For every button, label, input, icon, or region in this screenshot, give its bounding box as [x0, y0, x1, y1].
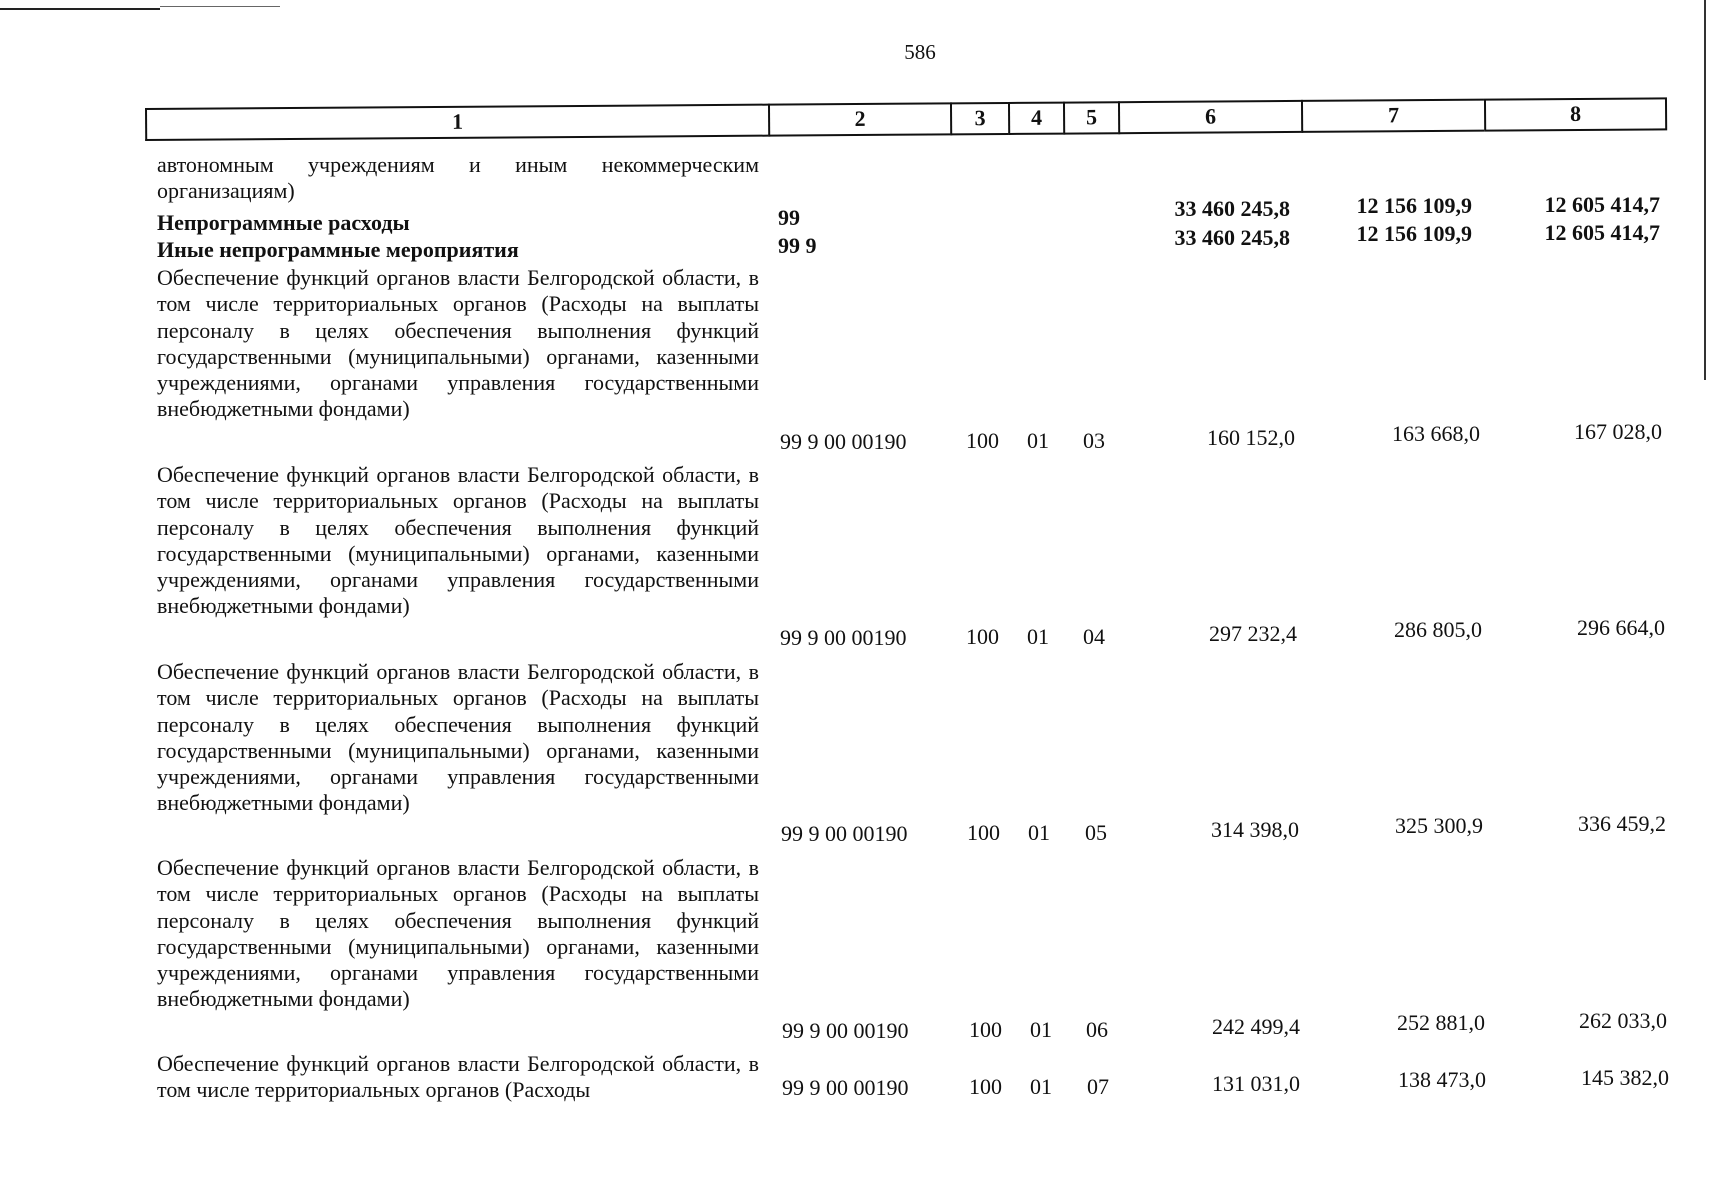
column-header-4: 4	[1008, 102, 1063, 135]
row-value-col7: 12 156 109,9	[1356, 193, 1472, 218]
row-value-col8: 296 664,0	[1577, 615, 1665, 640]
column-header-1: 1	[145, 104, 768, 141]
row-value-col8: 336 459,2	[1578, 811, 1666, 836]
row-value-col6: 160 152,0	[1207, 425, 1295, 450]
row-value-col6: 242 499,4	[1212, 1014, 1300, 1039]
row-description: Иные непрограммные мероприятия	[157, 237, 519, 262]
row-description: Обеспечение функций органов власти Белгородской области, в том числе территориальных органов (Расходы на выплаты персоналу в целях обеспечения выполнения функций государственными (муниципальными) органами, казенными учреждениями, органами управления государственными внебюджетными фондами)	[157, 855, 759, 1012]
row-value-col8: 12 605 414,7	[1544, 192, 1660, 217]
row-pr: 07	[1087, 1074, 1109, 1099]
row-value-col7: 163 668,0	[1392, 421, 1480, 446]
row-pr: 03	[1083, 428, 1105, 453]
row-pr: 04	[1083, 624, 1105, 649]
row-description: Обеспечение функций органов власти Белгородской области, в том числе территориальных органов (Расходы на выплаты персоналу в целях обеспечения выполнения функций государственными (муниципальными) органами, казенными учреждениями, органами управления государственными внебюджетными фондами)	[157, 659, 759, 816]
column-header-2: 2	[768, 102, 950, 136]
row-pr: 06	[1086, 1017, 1108, 1042]
column-header-7: 7	[1301, 99, 1484, 133]
row-value-col6: 297 232,4	[1209, 621, 1297, 646]
row-code: 99 9 00 00190	[782, 1075, 909, 1100]
row-code: 99 9 00 00190	[781, 821, 908, 846]
row-code: 99 9 00 00190	[780, 625, 907, 650]
row-value-col8: 167 028,0	[1574, 419, 1662, 444]
row-value-col7: 138 473,0	[1398, 1067, 1486, 1092]
row-value-col7: 12 156 109,9	[1356, 221, 1472, 246]
row-value-col8: 12 605 414,7	[1544, 220, 1660, 245]
column-header-5: 5	[1063, 101, 1118, 134]
row-description: Обеспечение функций органов власти Белгородской области, в том числе территориальных органов (Расходы на выплаты персоналу в целях обеспечения выполнения функций государственными (муниципальными) органами, казенными учреждениями, органами управления государственными внебюджетными фондами)	[157, 462, 759, 619]
row-vr: 100	[966, 624, 999, 649]
row-value-col7: 325 300,9	[1395, 813, 1483, 838]
row-value-col6: 314 398,0	[1211, 817, 1299, 842]
row-code: 99 9	[778, 233, 817, 258]
column-header-3: 3	[950, 102, 1008, 135]
row-description: Обеспечение функций органов власти Белгородской области, в том числе территориальных органов (Расходы	[157, 1051, 759, 1103]
row-code: 99 9 00 00190	[780, 429, 907, 454]
row-value-col7: 252 881,0	[1397, 1010, 1485, 1035]
row-value-col8: 262 033,0	[1579, 1008, 1667, 1033]
row-vr: 100	[966, 428, 999, 453]
column-header-6: 6	[1118, 100, 1301, 134]
row-rz: 01	[1027, 624, 1049, 649]
continuation-text: автономным учреждениям и иным некоммерческим организациям)	[157, 152, 759, 204]
page-number: 586	[904, 40, 936, 64]
row-value-col6: 33 460 245,8	[1174, 225, 1290, 250]
row-rz: 01	[1027, 428, 1049, 453]
row-code: 99 9 00 00190	[782, 1018, 909, 1043]
row-rz: 01	[1030, 1017, 1052, 1042]
row-vr: 100	[969, 1074, 1002, 1099]
row-vr: 100	[969, 1017, 1002, 1042]
row-value-col7: 286 805,0	[1394, 617, 1482, 642]
row-vr: 100	[967, 820, 1000, 845]
row-rz: 01	[1028, 820, 1050, 845]
row-value-col8: 145 382,0	[1581, 1065, 1669, 1090]
row-value-col6: 131 031,0	[1212, 1071, 1300, 1096]
row-code: 99	[778, 205, 800, 230]
row-value-col6: 33 460 245,8	[1174, 196, 1290, 221]
row-description: Непрограммные расходы	[157, 210, 410, 235]
column-header-8: 8	[1484, 97, 1667, 131]
row-pr: 05	[1085, 820, 1107, 845]
row-description: Обеспечение функций органов власти Белгородской области, в том числе территориальных органов (Расходы на выплаты персоналу в целях обеспечения выполнения функций государственными (муниципальными) органами, казенными учреждениями, органами управления государственными внебюджетными фондами)	[157, 265, 759, 422]
row-rz: 01	[1030, 1074, 1052, 1099]
